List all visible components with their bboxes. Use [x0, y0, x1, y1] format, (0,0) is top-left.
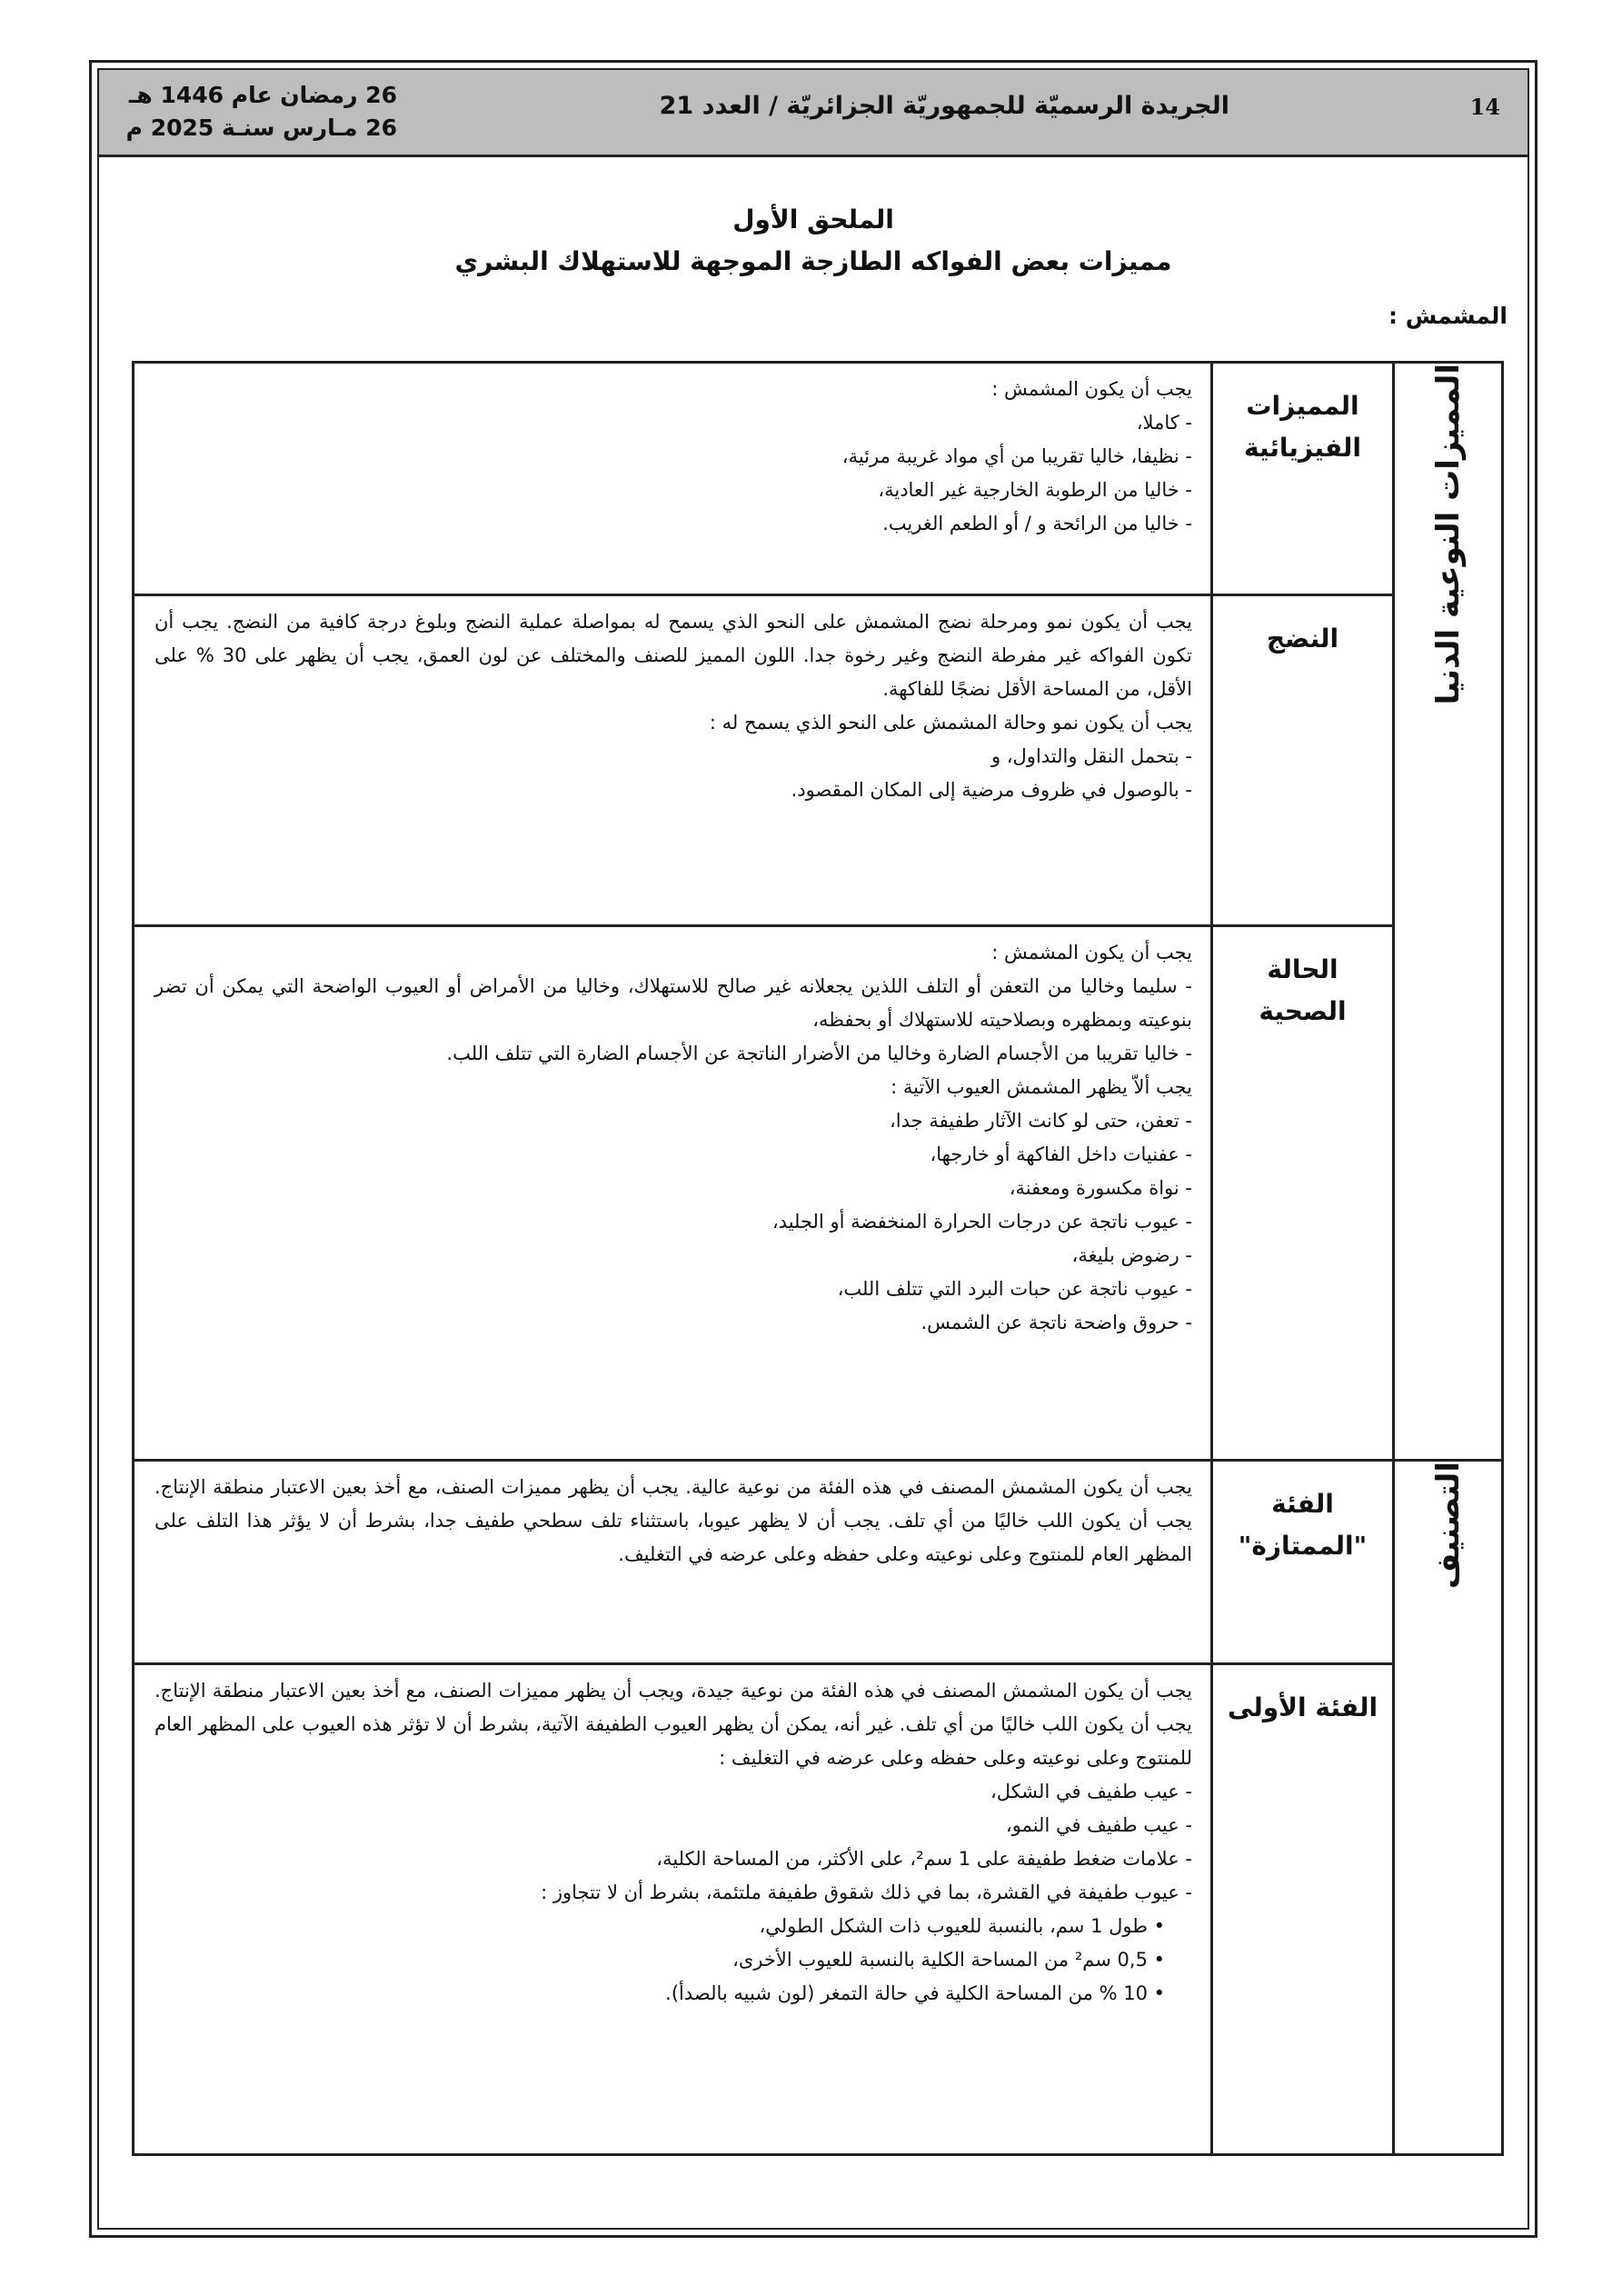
list-item: - خاليا تقريبا من الأجسام الضارة وخاليا من الأضرار الناتجة عن الأجسام الضارة التي تتلف اللب. — [446, 1043, 1192, 1064]
page-inner-frame — [97, 68, 1529, 2230]
sub-list-item: • طول 1 سم، بالنسبة للعيوب ذات الشكل الطولي، — [759, 1915, 1165, 1937]
criterion-label: الفئة — [1271, 1489, 1334, 1519]
criterion-class-one — [1212, 1664, 1394, 2155]
criterion-label: الفئة الأولى — [1227, 1692, 1378, 1722]
list-item: - خاليا من الرطوبة الخارجية غير العادية، — [878, 479, 1192, 501]
group-min-quality — [1394, 363, 1503, 1461]
list-item: - عيب طفيف في الشكل، — [990, 1781, 1192, 1802]
content-paragraph: يجب أن يكون نمو ومرحلة نضج المشمش على النحو الذي يسمح له بمواصلة عملية النضج وبلوغ درجة كافية من النضج. يجب أن تكون الفواكه غير مفرطة النضج وغير رخوة جدا. اللون المميز للصنف والمختلف عن لون العمق، يجب أن يظهر على 30 % على الأقل، من المساحة الأقل نضجًا للفاكهة. — [154, 611, 1192, 700]
table-row — [134, 363, 1503, 595]
table-row — [134, 595, 1503, 926]
gazette-title: الجريدة الرسميّة للجمهوريّة الجزائريّة / العدد 21 — [659, 92, 1229, 120]
criterion-health — [1212, 926, 1394, 1461]
list-item: - خاليا من الرائحة و / أو الطعم الغريب. — [882, 513, 1192, 534]
list-item: - حروق واضحة ناتجة عن الشمس. — [920, 1312, 1192, 1333]
gazette-header — [99, 70, 1527, 157]
health-content — [134, 926, 1212, 1461]
table-row — [134, 1461, 1503, 1664]
date-hijri: 26 رمضان عام 1446 هـ — [128, 82, 397, 108]
content-paragraph: يجب أن يكون المشمش المصنف في هذه الفئة من نوعية عالية. يجب أن يظهر مميزات الصنف، مع أخذ بعين الاعتبار منطقة الإنتاج. يجب أن يكون اللب خاليًا من أي تلف. يجب أن لا يظهر عيوبا، باستثناء تلف سطحي طفيف جدا، بشرط أن لا يؤثر هذا التلف على المظهر العام للمنتوج وعلى نوعيته وعلى حفظه وعلى عرضه في التغليف. — [154, 1476, 1192, 1565]
criterion-label: الفيزيائية — [1243, 433, 1362, 463]
table-row — [134, 1664, 1503, 2155]
content-intro: يجب ألاّ يظهر المشمش العيوب الآتية : — [891, 1076, 1192, 1098]
content-intro: يجب أن يكون نمو وحالة المشمش على النحو الذي يسمح له : — [709, 712, 1192, 734]
list-item: - عيوب ناتجة عن درجات الحرارة المنخفضة أو الجليد، — [771, 1211, 1192, 1233]
list-item: - عيوب ناتجة عن حبات البرد التي تتلف اللب، — [837, 1278, 1192, 1300]
criterion-label: الصحية — [1259, 996, 1347, 1026]
criterion-ripeness — [1212, 595, 1394, 926]
criterion-label: "الممتازة" — [1238, 1531, 1368, 1561]
group-classification — [1394, 1461, 1503, 2155]
sub-list-item: • 10 % من المساحة الكلية في حالة التمغر (لون شبيه بالصدأ). — [665, 1982, 1165, 2004]
group-classification-label: التصنيف — [1429, 1462, 1467, 1590]
criterion-label: الحالة — [1267, 954, 1338, 984]
sub-list-item: • 0,5 سم² من المساحة الكلية بالنسبة للعيوب الأخرى، — [732, 1949, 1165, 1971]
list-item: - عفنيات داخل الفاكهة أو خارجها، — [930, 1143, 1192, 1165]
criterion-extra-class — [1212, 1461, 1394, 1664]
list-item: - علامات ضغط طفيفة على 1 سم²، على الأكثر، من المساحة الكلية، — [656, 1848, 1192, 1870]
list-item: - نظيفا، خاليا تقريبا من أي مواد غريبة مرئية، — [841, 445, 1192, 467]
list-item: - عيب طفيف في النمو، — [1005, 1814, 1192, 1836]
annex-subtitle: مميزات بعض الفواكه الطازجة الموجهة للاستهلاك البشري — [454, 246, 1172, 276]
group-min-quality-label: المميزات النوعية الدنيا — [1429, 364, 1467, 705]
physical-content — [134, 363, 1212, 595]
list-item: - نواة مكسورة ومعفنة، — [1009, 1177, 1192, 1199]
page-number: 14 — [1469, 94, 1500, 120]
page-outer-frame — [89, 60, 1537, 2238]
criterion-label: المميزات — [1246, 391, 1359, 421]
table-row — [134, 926, 1503, 1461]
class-one-content — [134, 1664, 1212, 2155]
list-item: - سليما وخاليا من التعفن أو التلف اللذين يجعلانه غير صالح للاستهلاك، وخاليا من الأمراض أو العيوب الواضحة التي يمكن أن تضر بنوعيته وبمظهره وبصلاحيته للاستهلاك أو بحفظه، — [154, 975, 1192, 1031]
apricot-spec-table — [132, 361, 1504, 2156]
issue-date — [124, 79, 397, 145]
annex-title: الملحق الأول — [732, 205, 894, 235]
fruit-label: المشمش : — [1388, 303, 1508, 329]
date-gregorian: 26 مـارس سنـة 2025 م — [125, 115, 397, 141]
list-item: - تعفن، حتى لو كانت الآثار طفيفة جدا، — [890, 1110, 1192, 1132]
list-item: - بالوصول في ظروف مرضية إلى المكان المقصود. — [791, 779, 1192, 801]
content-intro: يجب أن يكون المشمش : — [991, 942, 1192, 963]
list-item: - رضوض بليغة، — [1071, 1244, 1192, 1266]
extra-class-content — [134, 1461, 1212, 1664]
criterion-label: النضج — [1266, 624, 1339, 654]
content-paragraph: يجب أن يكون المشمش المصنف في هذه الفئة من نوعية جيدة، ويجب أن يظهر مميزات الصنف، مع أخذ بعين الاعتبار منطقة الإنتاج. يجب أن يكون اللب خاليًا من أي تلف. غير أنه، يمكن أن يظهر العيوب الطفيفة الآتية، بشرط أن لا تؤثر هذه العيوب على المظهر العام للمنتوج وعلى نوعيته وعلى حفظه وعلى عرضه في التغليف : — [154, 1680, 1192, 1769]
ripeness-content — [134, 595, 1212, 926]
criterion-physical — [1212, 363, 1394, 595]
list-item: - بتحمل النقل والتداول، و — [990, 745, 1192, 767]
list-item: - كاملا، — [1136, 412, 1192, 434]
list-item: - عيوب طفيفة في القشرة، بما في ذلك شقوق طفيفة ملتئمة، بشرط أن لا تتجاوز : — [541, 1882, 1192, 1903]
content-intro: يجب أن يكون المشمش : — [991, 378, 1192, 400]
